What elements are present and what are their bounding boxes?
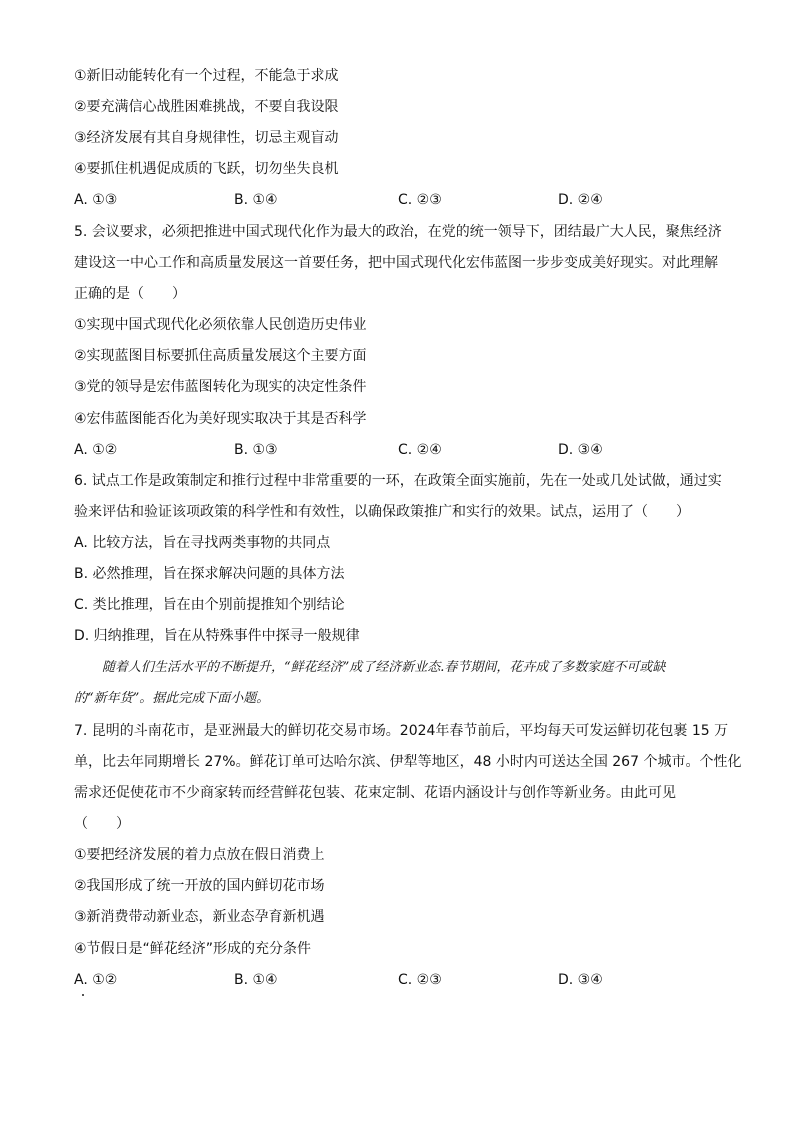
q5-option-b: B. ①③ [234,442,278,458]
q7-statement-2: ②我国形成了统一开放的国内鲜切花市场 [74,878,325,894]
q4-statement-1: ①新旧动能转化有一个过程，不能急于求成 [74,68,339,84]
q6-stem-line-2: 验来评估和验证该项政策的科学性和有效性，以确保政策推广和实行的效果。试点，运用了（ ） [74,504,690,520]
material-line-2: 的“新年货”。据此完成下面小题。 [74,691,270,706]
q6-option-d: D. 归纳推理，旨在从特殊事件中探寻一般规律 [74,628,360,644]
q7-stem-line-1: 7. 昆明的斗南花市，是亚洲最大的鲜切花交易市场。2024年春节前后，平均每天可发运鲜切花包裹 15 万 [74,723,729,739]
q7-option-b: B. ①④ [234,972,278,988]
q7-stem-line-2: 单，比去年同期增长 27%。鲜花订单可达哈尔滨、伊犁等地区，48 小时内可送达全国 267 个城市。个性化 [74,754,742,770]
q5-stem-line-3: 正确的是（ ） [74,286,186,302]
q6-option-b: B. 必然推理，旨在探求解决问题的具体方法 [74,566,345,582]
q4-statement-2: ②要充满信心战胜困难挑战，不要自我设限 [74,99,339,115]
q7-stem-line-3: 需求还促使花市不少商家转而经营鲜花包装、花束定制、花语内涵设计与创作等新业务。由此可见 [74,785,676,801]
q7-options [74,970,734,990]
q6-option-c: C. 类比推理，旨在由个别前提推知个别结论 [74,597,345,613]
q7-option-c: C. ②③ [398,972,442,988]
q5-options [74,440,734,460]
q5-option-a: A. ①② [74,442,118,458]
q7-statement-4: ④节假日是“鲜花经济”形成的充分条件 [74,941,312,957]
q4-option-c: C. ②③ [398,192,442,208]
q6-stem-line-1: 6. 试点工作是政策制定和推行过程中非常重要的一环，在政策全面实施前，先在一处或几处试做，通过实 [74,473,722,489]
q7-stem-line-4: （ ） [74,816,130,832]
stray-mark [82,994,84,996]
q5-statement-3: ③党的领导是宏伟蓝图转化为现实的决定性条件 [74,379,367,395]
q7-statement-3: ③新消费带动新业态，新业态孕育新机遇 [74,909,325,925]
q5-statement-2: ②实现蓝图目标要抓住高质量发展这个主要方面 [74,348,367,364]
q7-option-a: A. ①② [74,972,118,988]
q4-options [74,190,734,210]
q4-statement-4: ④要抓住机遇促成质的飞跃，切勿坐失良机 [74,161,339,177]
q7-option-d: D. ③④ [558,972,603,988]
q4-option-b: B. ①④ [234,192,278,208]
q6-option-a: A. 比较方法，旨在寻找两类事物的共同点 [74,535,331,551]
q5-option-d: D. ③④ [558,442,603,458]
q5-stem-line-1: 5. 会议要求，必须把推进中国式现代化作为最大的政治，在党的统一领导下，团结最广大人民，聚焦经济 [74,224,722,240]
q5-statement-4: ④宏伟蓝图能否化为美好现实取决于其是否科学 [74,411,367,427]
q5-stem-line-2: 建设这一中心工作和高质量发展这一首要任务，把中国式现代化宏伟蓝图一步步变成美好现实。对此理解 [74,255,718,271]
q5-option-c: C. ②④ [398,442,442,458]
q5-statement-1: ①实现中国式现代化必须依靠人民创造历史伟业 [74,317,367,333]
q7-statement-1: ①要把经济发展的着力点放在假日消费上 [74,847,325,863]
q4-option-d: D. ②④ [558,192,603,208]
q4-option-a: A. ①③ [74,192,118,208]
q4-statement-3: ③经济发展有其自身规律性，切忌主观盲动 [74,130,339,146]
material-line-1: 随着人们生活水平的不断提升，“鲜花经济”成了经济新业态.春节期间，花卉成了多数家庭不可或缺 [102,660,666,675]
